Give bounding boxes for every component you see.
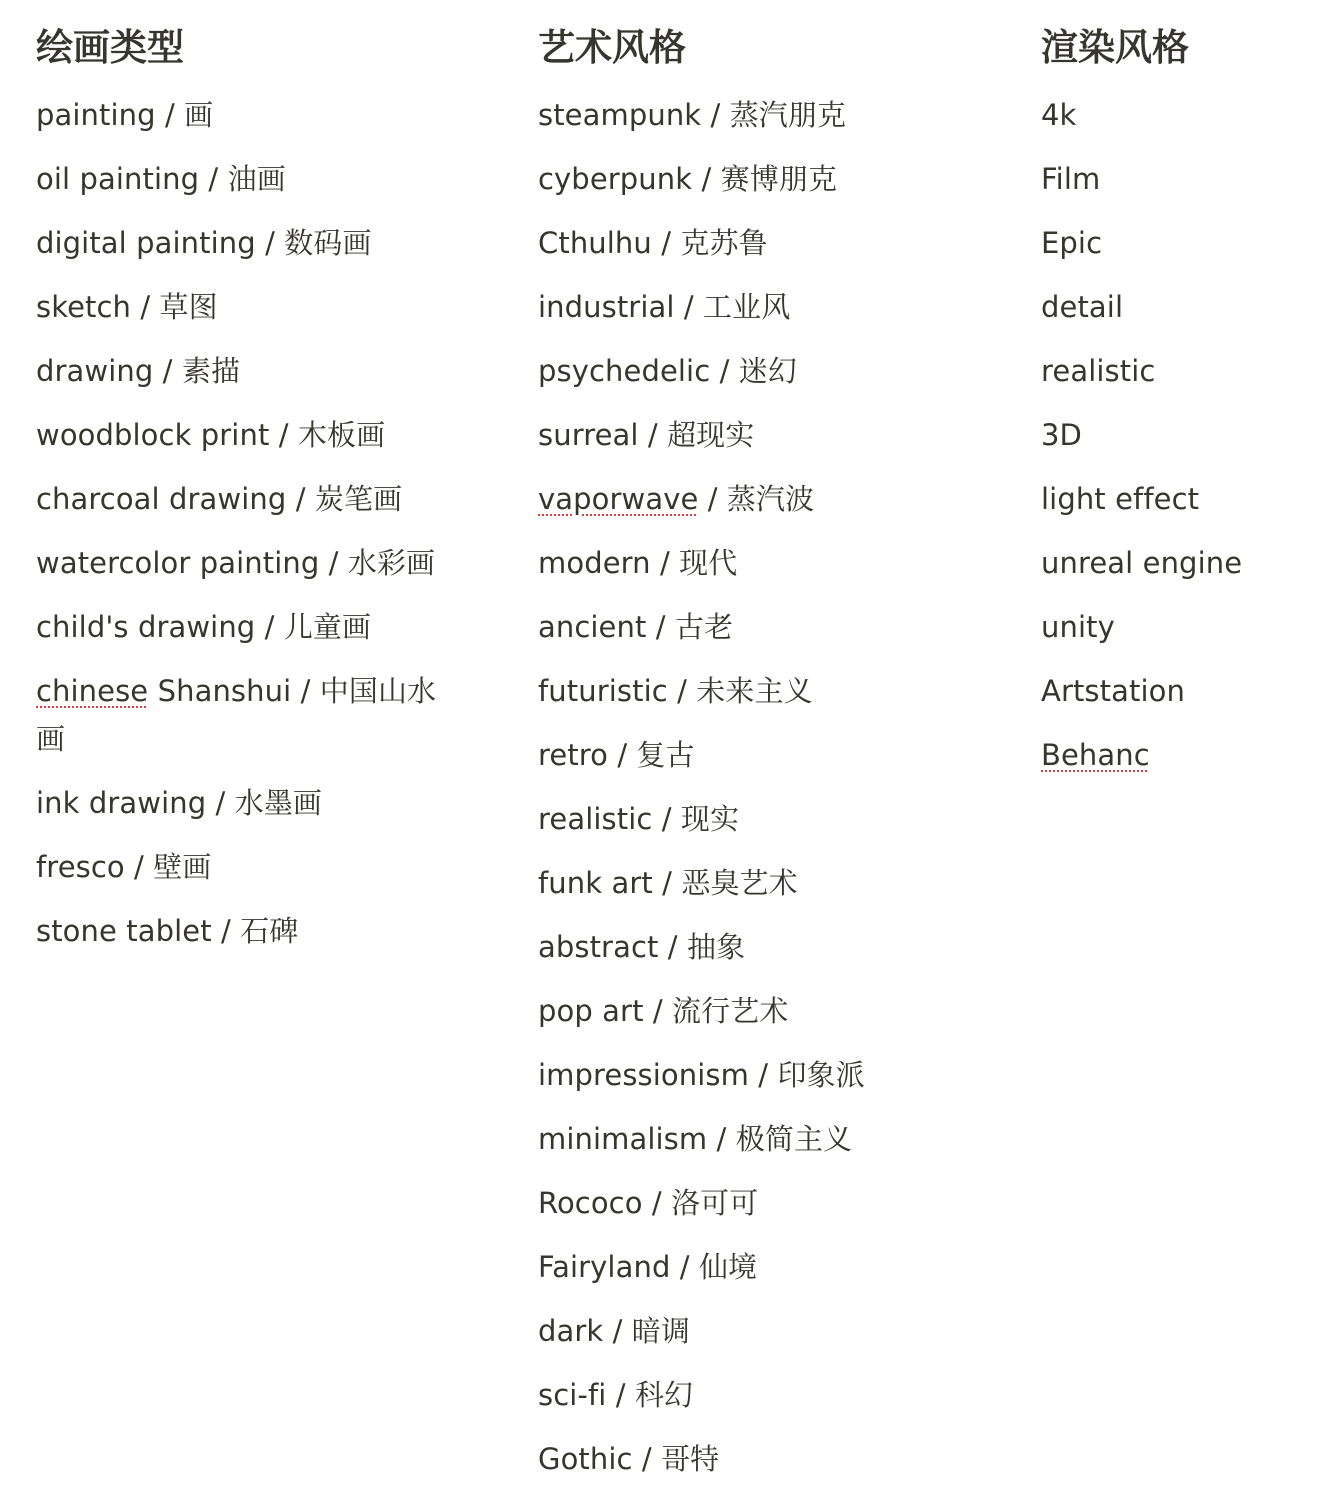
list-item[interactable]: Film — [1041, 162, 1101, 196]
list-item[interactable]: watercolor painting / 水彩画 — [36, 546, 436, 580]
list-item[interactable]: Artstation — [1041, 674, 1185, 708]
list-item[interactable]: psychedelic / 迷幻 — [538, 354, 797, 388]
list-item[interactable]: funk art / 恶臭艺术 — [538, 866, 798, 900]
column-painting-types — [36, 22, 456, 963]
list-item[interactable]: industrial / 工业风 — [538, 290, 791, 324]
list-item[interactable]: impressionism / 印象派 — [538, 1058, 865, 1092]
list-item[interactable]: Rococo / 洛可可 — [538, 1186, 759, 1220]
list-item[interactable]: painting / 画 — [36, 98, 214, 132]
list-item[interactable] — [1041, 723, 1331, 787]
list-item[interactable]: woodblock print / 木板画 — [36, 418, 386, 452]
list-item[interactable]: digital painting / 数码画 — [36, 226, 372, 260]
list-item[interactable]: fresco / 壁画 — [36, 850, 212, 884]
list-item[interactable]: Cthulhu / 克苏鲁 — [538, 226, 768, 260]
list-item[interactable]: abstract / 抽象 — [538, 930, 746, 964]
list-item[interactable]: Gothic / 哥特 — [538, 1442, 720, 1476]
list-item[interactable]: realistic — [1041, 354, 1156, 388]
list-item[interactable]: oil painting / 油画 — [36, 162, 286, 196]
list-item[interactable]: ancient / 古老 — [538, 610, 734, 644]
list-item[interactable]: 3D — [1041, 418, 1082, 452]
list-item[interactable] — [36, 659, 456, 771]
list-item[interactable]: stone tablet / 石碑 — [36, 914, 299, 948]
list-item[interactable]: minimalism / 极简主义 — [538, 1122, 853, 1156]
list-item[interactable]: light effect — [1041, 482, 1200, 516]
list-item[interactable]: realistic / 现实 — [538, 802, 740, 836]
list-item[interactable]: unity — [1041, 610, 1115, 644]
column-title: 渲染风格 — [1041, 26, 1189, 69]
list-item[interactable]: cyberpunk / 赛博朋克 — [538, 162, 838, 196]
column-art-styles — [538, 22, 958, 1491]
list-item[interactable]: futuristic / 未来主义 — [538, 674, 813, 708]
list-item[interactable]: dark / 暗调 — [538, 1314, 691, 1348]
list-item[interactable]: ink drawing / 水墨画 — [36, 786, 323, 820]
list-item[interactable]: pop art / 流行艺术 — [538, 994, 789, 1028]
list-item[interactable]: sketch / 草图 — [36, 290, 218, 324]
list-item-text: Shanshui / 中国山水画 — [36, 674, 437, 756]
list-item[interactable]: unreal engine — [1041, 546, 1243, 580]
list-item[interactable]: Epic — [1041, 226, 1103, 260]
list-item[interactable]: retro / 复古 — [538, 738, 695, 772]
list-item[interactable]: drawing / 素描 — [36, 354, 241, 388]
list-item[interactable] — [538, 467, 958, 531]
list-item[interactable]: sci-fi / 科幻 — [538, 1378, 694, 1412]
list-item[interactable]: steampunk / 蒸汽朋克 — [538, 98, 847, 132]
column-render-styles — [1041, 22, 1331, 787]
spellcheck-flagged-word: vaporwave — [538, 482, 699, 516]
spellcheck-flagged-word: chinese — [36, 674, 149, 708]
list-item[interactable]: Fairyland / 仙境 — [538, 1250, 758, 1284]
list-item[interactable]: 4k — [1041, 98, 1077, 132]
list-item[interactable]: detail — [1041, 290, 1124, 324]
column-title: 绘画类型 — [36, 26, 184, 69]
column-title: 艺术风格 — [538, 26, 686, 69]
list-item-text: / 蒸汽波 — [698, 482, 815, 516]
list-item[interactable]: child's drawing / 儿童画 — [36, 610, 372, 644]
list-item[interactable]: modern / 现代 — [538, 546, 738, 580]
list-item[interactable]: charcoal drawing / 炭笔画 — [36, 482, 403, 516]
list-item[interactable]: surreal / 超现实 — [538, 418, 755, 452]
spellcheck-flagged-word: Behanc — [1041, 738, 1150, 772]
